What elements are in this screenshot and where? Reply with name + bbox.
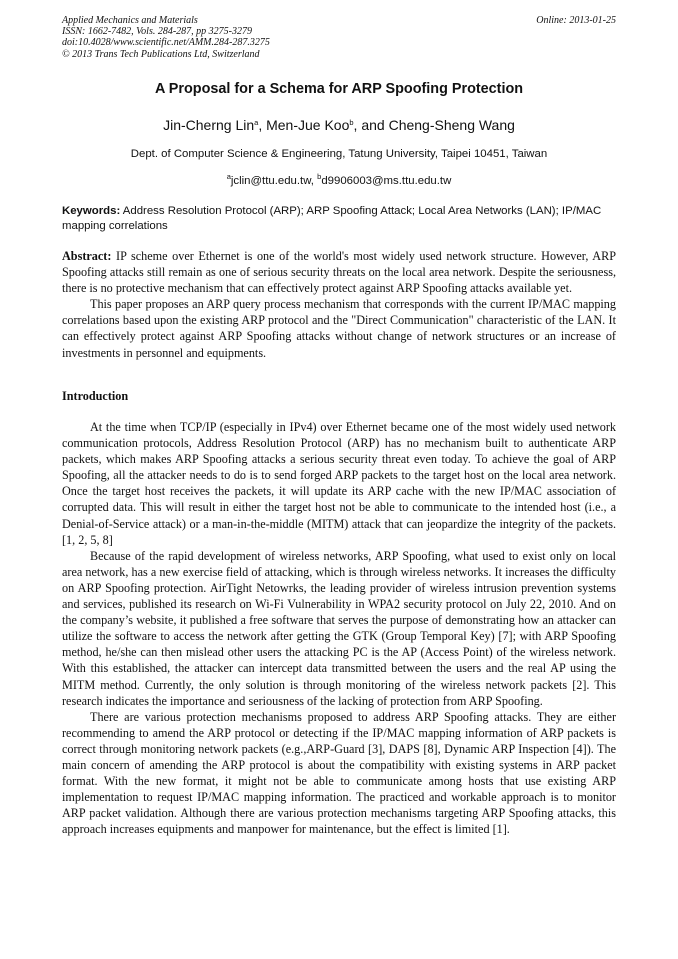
body-paragraph: At the time when TCP/IP (especially in IPv4) over Ethernet became one of the most widely used network communication protocols, Address Resolution Protocol (ARP) has no mechanism built to authenticate ARP packets, which makes ARP Spoofing attacks a serious security threat even today. To achieve the goal of ARP Spoofing, all the attacker needs to do is to send forged ARP packets to the target host on the local area network. Once the target host receives the packets, it will update its ARP cache with the new IP/MAC association of corrupted data. This will result in either the target host not be able to communicate to the intended host (i.e., a Denial-of-Service attack) or a man-in-the-middle (MITM) attack that can jeopardize the integrity of the packets. [1, 2, 5, 8] (62, 420, 616, 547)
abstract-paragraph: This paper proposes an ARP query process mechanism that corresponds with the current IP/MAC mapping correlations based upon the existing ARP protocol and the "Direct Communication" characteristic of the LAN. It can effectively protect against ARP Spoofing attacks without change of network structures or an increase of investments in personnel and equipments. (62, 297, 616, 360)
doi-line: doi:10.4028/www.scientific.net/AMM.284-287.3275 (62, 37, 270, 49)
author-emails (62, 172, 616, 187)
author-name: Jin-Cherng Lin (163, 117, 255, 133)
abstract-label: Abstract: (62, 249, 112, 263)
author-superscript: b (349, 118, 354, 127)
journal-name: Applied Mechanics and Materials (62, 15, 198, 26)
author-name: Men-Jue Koo (266, 117, 350, 133)
email-superscript: a (226, 172, 231, 181)
online-date: Online: 2013-01-25 (536, 15, 616, 26)
author-superscript: a (254, 118, 259, 127)
abstract-paragraph (62, 248, 616, 296)
body-paragraph: Because of the rapid development of wireless networks, ARP Spoofing, what used to exist only on local area network, has a new exercise field of attacking, which is through wireless networks. It increases the difficulty on ARP Spoofing protection. AirTight Netowrks, the leading provider of wireless intrusion prevention systems and services, published its research on Wi-Fi Vulnerability in WPA2 security protocol on July 22, 2010. And on the company’s website, it published a free software that serves the purpose of demonstrating how an attacker can utilize the software to access the network after getting the GTK (Group Temporal Key) [7]; with ARP Spoofing method, he/she can then mislead other users the attacking PC is the AP (Access Point) of the wireless network. With this established, the attacker can intercept data transmitted between the users and the real AP using the MITM method. Currently, the only solution is through monitoring of the wireless network packets [2]. This research indicates the importance and seriousness of the lacking of protection from ARP Spoofing. (62, 548, 616, 708)
email-address: d9906003@ms.ttu.edu.tw (321, 175, 452, 187)
introduction-body (62, 419, 616, 837)
keywords-label: Keywords: (62, 205, 121, 217)
paper-title: A Proposal for a Schema for ARP Spoofing Protection (154, 81, 524, 97)
author-list (62, 117, 616, 133)
body-paragraph: There are various protection mechanisms proposed to address ARP Spoofing attacks. They are either recommending to amend the ARP protocol or detecting if the IP/MAC mapping information of ARP packets is correct through monitoring network packets (e.g.,ARP-Guard [3], DAPS [8], Dynamic ARP Inspection [4]). The main concern of amending the ARP protocol is about the compatibility with existing systems in ARP packet format. With the new format, it might not be able to communicate among hosts that use existing ARP implementation to request IP/MAC mapping information. The practiced and workable approach is to monitor ARP packet validation. Although there are various protection mechanisms targeting ARP Spoofing attacks, this approach increases equipments and manpower for maintenance, but the effect is limited [1]. (62, 709, 616, 837)
email-superscript: b (317, 172, 322, 181)
section-heading: Introduction (62, 389, 129, 403)
journal-header (62, 15, 616, 60)
author-separator: , and (353, 117, 389, 133)
affiliation: Dept. of Computer Science & Engineering, Tatung University, Taipei 10451, Taiwan (130, 148, 548, 160)
abstract (62, 248, 616, 361)
keywords-text: Address Resolution Protocol (ARP); ARP Spoofing Attack; Local Area Networks (LAN); IP/MAC mapping correlations (62, 205, 602, 232)
issn-line: ISSN: 1662-7482, Vols. 284-287, pp 3275-3279 (62, 26, 252, 38)
email-address: jclin@ttu.edu.tw, (230, 175, 318, 187)
keywords (62, 204, 616, 234)
author-separator: , (258, 117, 267, 133)
author-name: Cheng-Sheng Wang (388, 117, 515, 133)
abstract-text: IP scheme over Ethernet is one of the world's most widely used network structure. However, ARP Spoofing attacks still remain as one of serious security threats on the local area network. Despite the seriousness, there is no protective mechanism that can effectively protect against ARP Spoofing attacks available yet. (62, 249, 616, 296)
copyright-line: © 2013 Trans Tech Publications Ltd, Switzerland (62, 48, 260, 60)
